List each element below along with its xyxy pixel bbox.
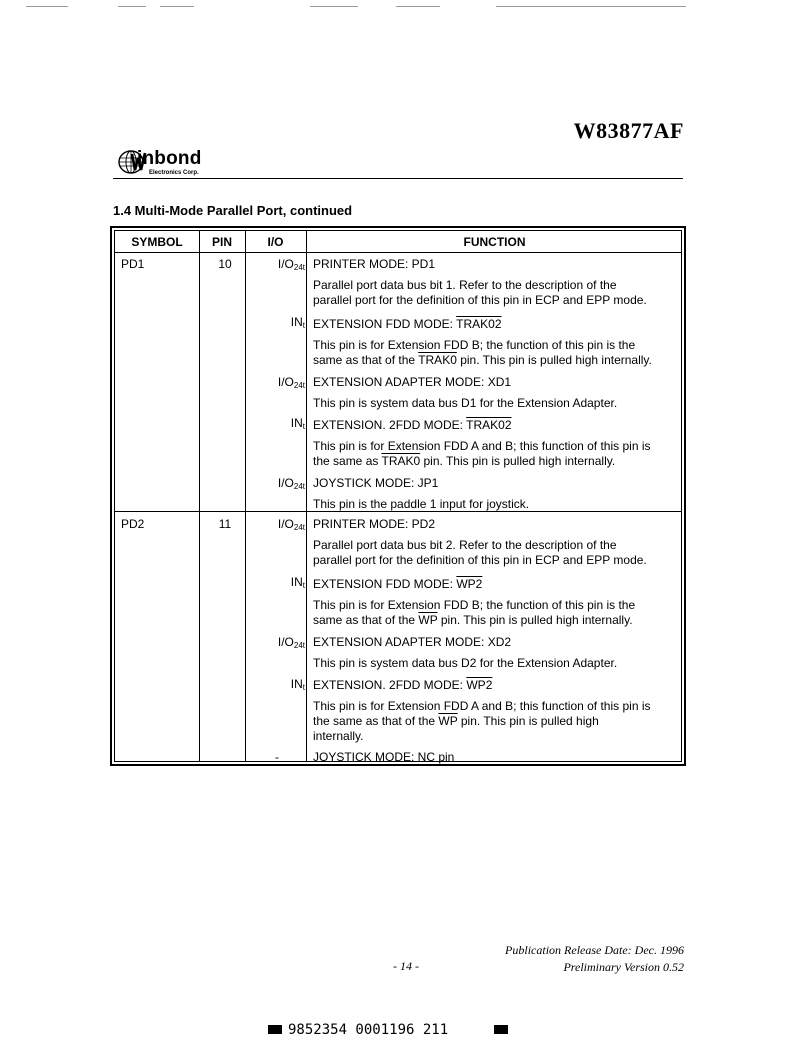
symbol-cell: PD1 [121, 257, 145, 271]
part-number: W83877AF [573, 118, 684, 143]
mode-label: PRINTER MODE: PD1 [313, 257, 436, 271]
io-type: $I/O_{24t}$ [277, 635, 305, 650]
mode-label: EXTENSION. 2FDD MODE: TRAK02 [313, 418, 512, 432]
pin-description-table [110, 226, 686, 766]
page-number: - 14 - [393, 959, 419, 973]
column-divider [199, 231, 200, 761]
function-description: same as that of the TRAK0 pin. This pin is pulled high internally. [313, 353, 652, 367]
io-type: $I/O_{24t}$ [277, 375, 305, 390]
pin-cell: 10 [218, 257, 232, 271]
header-symbol: SYMBOL [131, 235, 183, 249]
function-description: This pin is system data bus D1 for the Extension Adapter. [313, 396, 618, 410]
header-io: I/O [267, 235, 284, 249]
function-description: This pin is for Extension FDD A and B; this function of this pin is [313, 439, 651, 453]
function-description: same as that of the $\overline{WP}$ pin. This pin is pulled high internally. [313, 613, 633, 627]
function-description: Parallel port data bus bit 1. Refer to the description of the [313, 278, 617, 292]
scan-artifact-line [0, 6, 799, 10]
mode-label: EXTENSION FDD MODE: WP2 [313, 577, 483, 591]
header-function: FUNCTION [463, 235, 526, 249]
barcode-text: 9852354 0001196 211 [288, 1022, 449, 1038]
mode-label: JOYSTICK MODE: NC pin [313, 750, 455, 764]
mode-label: EXTENSION ADAPTER MODE: XD1 [313, 375, 512, 389]
release-date: Publication Release Date: Dec. 1996 [505, 943, 684, 957]
logo-wordmark: inbond [137, 148, 202, 169]
io-type: $I/O_{24t}$ [277, 517, 305, 532]
function-description: the same as TRAK0 pin. This pin is pulled high internally. [313, 454, 616, 468]
mode-label: EXTENSION FDD MODE: TRAK02 [313, 317, 502, 331]
mode-label: EXTENSION ADAPTER MODE: XD2 [313, 635, 512, 649]
barcode-block [268, 1025, 282, 1034]
mode-label: PRINTER MODE: PD2 [313, 517, 436, 531]
mode-label: JOYSTICK MODE: JP1 [313, 476, 439, 490]
winbond-logo [118, 148, 228, 178]
header-rule [113, 178, 683, 179]
column-divider [245, 231, 246, 761]
function-description: This pin is the paddle 1 input for joystick. [313, 497, 530, 511]
function-description: This pin is for Extension FDD A and B; this function of this pin is [313, 699, 651, 713]
function-description: parallel port for the definition of this pin in ECP and EPP mode. [313, 553, 647, 567]
header-divider [115, 252, 681, 253]
function-description: This pin is for Extension FDD B; the function of this pin is the [313, 598, 636, 612]
section-title: 1.4 Multi-Mode Parallel Port, continued [113, 203, 353, 218]
function-description: This pin is for Extension FDD B; the function of this pin is the [313, 338, 636, 352]
header-pin: PIN [211, 235, 232, 249]
io-type: $I/O_{24t}$ [277, 257, 305, 272]
column-divider [306, 231, 307, 761]
io-type: $IN_t$ [290, 677, 305, 692]
barcode-block [494, 1025, 508, 1034]
io-type: - [275, 750, 279, 764]
footer-release [505, 942, 684, 976]
function-description: parallel port for the definition of this pin in ECP and EPP mode. [313, 293, 647, 307]
io-type: $IN_t$ [290, 315, 305, 330]
io-type: $IN_t$ [290, 416, 305, 431]
logo-subtext: Electronics Corp. [149, 170, 199, 176]
function-description: Parallel port data bus bit 2. Refer to the description of the [313, 538, 617, 552]
barcode [268, 1022, 508, 1040]
version: Preliminary Version 0.52 [563, 960, 684, 974]
pin-cell: 11 [218, 517, 232, 531]
io-type: $IN_t$ [290, 575, 305, 590]
io-type: $I/O_{24t}$ [277, 476, 305, 491]
function-description: This pin is system data bus D2 for the Extension Adapter. [313, 656, 618, 670]
function-description: internally. [313, 729, 364, 743]
symbol-cell: PD2 [121, 517, 145, 531]
function-description: the same as that of the $\overline{WP}$ pin. This pin is pulled high [313, 714, 599, 728]
mode-label: EXTENSION. 2FDD MODE: WP2 [313, 678, 493, 692]
